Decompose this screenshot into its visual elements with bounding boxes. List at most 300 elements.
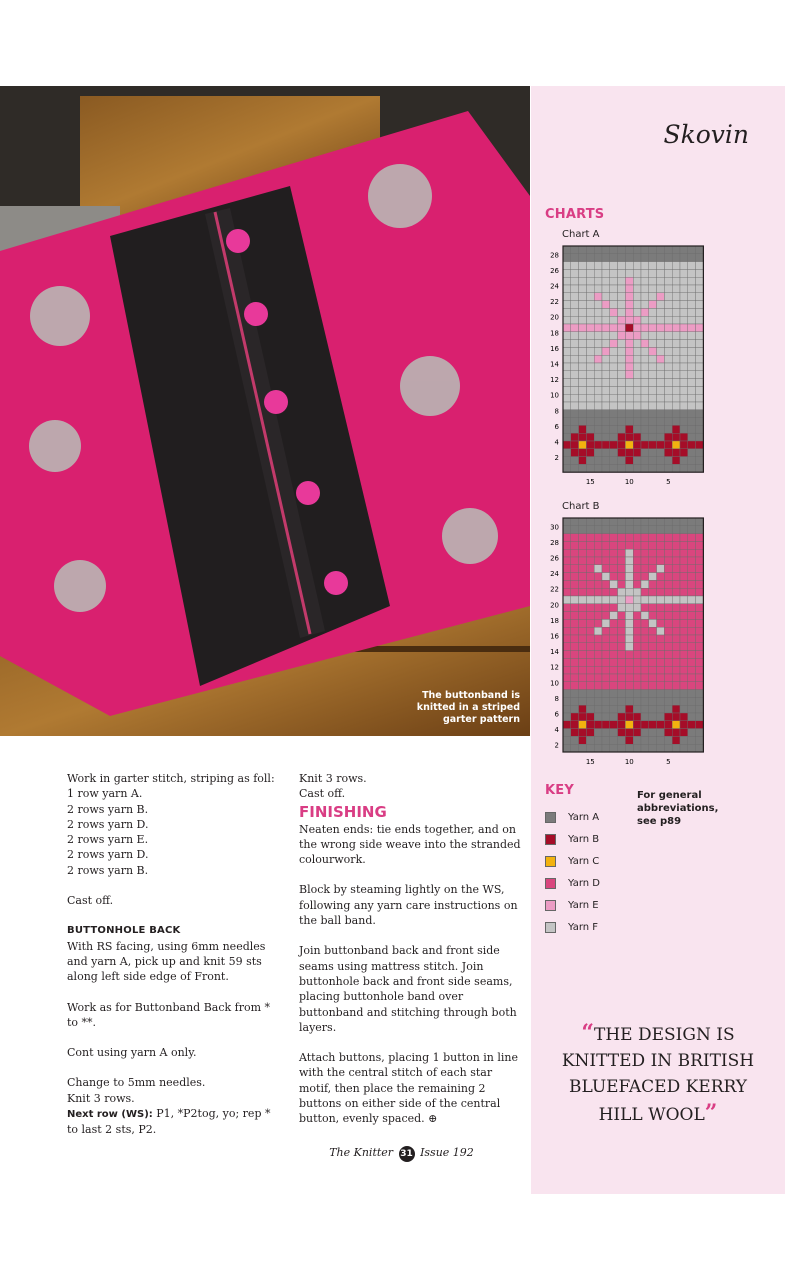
chart-cell <box>696 269 704 277</box>
chart-cell <box>579 449 587 457</box>
chart-cell <box>610 386 618 394</box>
chart-cell <box>571 301 579 309</box>
chart-cell <box>610 394 618 402</box>
chart-cell <box>579 308 587 316</box>
chart-cell <box>594 549 602 557</box>
chart-cell <box>610 596 618 604</box>
chart-cell <box>618 534 626 542</box>
page-footer <box>299 1146 504 1162</box>
key-item <box>545 872 600 894</box>
chart-cell <box>586 433 594 441</box>
chart-cell <box>586 557 594 565</box>
key-item <box>545 916 600 938</box>
chart-cell <box>649 308 657 316</box>
chart-cell <box>625 549 633 557</box>
chart-cell <box>563 449 571 457</box>
chart-cell <box>563 736 571 744</box>
chart-cell <box>696 690 704 698</box>
chart-cell <box>657 557 665 565</box>
chart-cell <box>586 580 594 588</box>
chart-cell <box>625 277 633 285</box>
chart-cell <box>657 285 665 293</box>
chart-cell <box>586 666 594 674</box>
chart-cell <box>579 635 587 643</box>
chart-cell <box>657 449 665 457</box>
chart-cell <box>633 549 641 557</box>
chart-cell <box>664 565 672 573</box>
chart-cell <box>657 573 665 581</box>
chart-cell <box>672 729 680 737</box>
chart-cell <box>641 635 649 643</box>
chart-cell <box>579 386 587 394</box>
chart-cell <box>688 277 696 285</box>
chart-cell <box>664 355 672 363</box>
chart-cell <box>610 635 618 643</box>
chart-cell <box>618 557 626 565</box>
chart-cell <box>571 394 579 402</box>
chart-cell <box>641 705 649 713</box>
chart-cell <box>602 596 610 604</box>
chart-cell <box>610 433 618 441</box>
chart-cell <box>633 643 641 651</box>
chart-cell <box>625 410 633 418</box>
chart-cell <box>625 643 633 651</box>
chart-cell <box>688 744 696 752</box>
chart-cell <box>633 340 641 348</box>
chart-cell <box>579 402 587 410</box>
chart-cell <box>680 418 688 426</box>
next-row-text <box>67 1106 282 1138</box>
chart-cell <box>602 557 610 565</box>
chart-cell <box>602 526 610 534</box>
chart-cell <box>696 402 704 410</box>
chart-cell <box>672 464 680 472</box>
chart-cell <box>571 277 579 285</box>
chart-cell <box>680 682 688 690</box>
chart-cell <box>664 713 672 721</box>
chart-cell <box>641 371 649 379</box>
chart-cell <box>680 573 688 581</box>
chart-cell <box>649 658 657 666</box>
chart-cell <box>641 457 649 465</box>
chart-cell <box>571 425 579 433</box>
chart-cell <box>563 355 571 363</box>
chart-cell <box>618 371 626 379</box>
chart-cell <box>618 612 626 620</box>
chart-cell <box>664 316 672 324</box>
chart-cell <box>641 394 649 402</box>
chart-cell <box>625 526 633 534</box>
chart-cell <box>657 627 665 635</box>
chart-cell <box>563 627 571 635</box>
next-row-instruction: P1, *P2tog, yo; rep * to last 2 sts, P2. <box>67 1107 271 1137</box>
chart-cell <box>586 588 594 596</box>
chart-cell <box>571 363 579 371</box>
chart-cell <box>579 457 587 465</box>
chart-cell <box>602 627 610 635</box>
y-tick-label: 10 <box>550 679 559 688</box>
chart-cell <box>594 635 602 643</box>
key-item <box>545 850 600 872</box>
chart-cell <box>641 565 649 573</box>
chart-cell <box>688 635 696 643</box>
chart-cell <box>641 410 649 418</box>
chart-cell <box>664 736 672 744</box>
chart-cell <box>633 316 641 324</box>
chart-cell <box>571 262 579 270</box>
chart-cell <box>586 425 594 433</box>
chart-cell <box>633 433 641 441</box>
chart-cell <box>641 697 649 705</box>
chart-cell <box>696 705 704 713</box>
chart-cell <box>571 705 579 713</box>
chart-cell <box>586 293 594 301</box>
chart-cell <box>672 285 680 293</box>
chart-cell <box>664 651 672 659</box>
chart-cell <box>664 457 672 465</box>
chart-cell <box>579 651 587 659</box>
chart-cell <box>664 246 672 254</box>
chart-cell <box>610 441 618 449</box>
chart-cell <box>633 464 641 472</box>
chart-cell <box>696 697 704 705</box>
chart-cell <box>586 690 594 698</box>
chart-cell <box>571 604 579 612</box>
chart-cell <box>625 713 633 721</box>
chart-cell <box>657 371 665 379</box>
chart-cell <box>641 277 649 285</box>
chart-cell <box>579 573 587 581</box>
chart-cell <box>641 254 649 262</box>
chart-cell <box>586 549 594 557</box>
chart-cell <box>641 557 649 565</box>
yarn-f-swatch <box>545 922 556 933</box>
chart-cell <box>571 674 579 682</box>
chart-cell <box>680 705 688 713</box>
chart-cell <box>571 658 579 666</box>
chart-cell <box>594 534 602 542</box>
chart-cell <box>586 573 594 581</box>
chart-cell <box>571 557 579 565</box>
chart-cell <box>664 425 672 433</box>
chart-cell <box>680 332 688 340</box>
chart-cell <box>594 363 602 371</box>
chart-cell <box>672 394 680 402</box>
chart-cell <box>571 324 579 332</box>
chart-cell <box>688 697 696 705</box>
chart-cell <box>618 418 626 426</box>
chart-cell <box>563 565 571 573</box>
y-tick-label: 30 <box>550 523 559 532</box>
chart-cell <box>649 557 657 565</box>
chart-cell <box>625 682 633 690</box>
chart-cell <box>618 363 626 371</box>
chart-cell <box>579 293 587 301</box>
chart-cell <box>649 518 657 526</box>
cushion-illustration <box>0 86 530 736</box>
chart-cell <box>602 277 610 285</box>
chart-cell <box>688 418 696 426</box>
chart-cell <box>579 301 587 309</box>
chart-cell <box>571 619 579 627</box>
chart-cell <box>633 690 641 698</box>
chart-cell <box>618 340 626 348</box>
chart-cell <box>641 363 649 371</box>
chart-cell <box>563 316 571 324</box>
chart-cell <box>680 457 688 465</box>
chart-cell <box>625 402 633 410</box>
chart-cell <box>696 285 704 293</box>
chart-cell <box>672 316 680 324</box>
chart-cell <box>649 433 657 441</box>
chart-cell <box>696 518 704 526</box>
chart-cell <box>641 643 649 651</box>
chart-cell <box>696 541 704 549</box>
chart-cell <box>563 666 571 674</box>
chart-cell <box>649 254 657 262</box>
chart-cell <box>641 573 649 581</box>
chart-cell <box>688 736 696 744</box>
x-tick-label: 15 <box>585 758 595 766</box>
chart-cell <box>571 651 579 659</box>
chart-cell <box>618 324 626 332</box>
chart-cell <box>633 541 641 549</box>
chart-cell <box>594 285 602 293</box>
chart-cell <box>586 254 594 262</box>
chart-cell <box>657 418 665 426</box>
chart-cell <box>680 379 688 387</box>
chart-cell <box>696 573 704 581</box>
chart-cell <box>625 612 633 620</box>
chart-cell <box>696 386 704 394</box>
finishing-para-text: Attach buttons, placing 1 button in line with the central stitch of each star motif, then place the remaining 2 buttons on either side of the central button, evenly spaced. <box>299 1051 519 1126</box>
chart-cell <box>618 526 626 534</box>
chart-cell <box>586 697 594 705</box>
chart-cell <box>641 534 649 542</box>
chart-cell <box>688 666 696 674</box>
chart-cell <box>618 744 626 752</box>
chart-cell <box>586 658 594 666</box>
chart-cell <box>610 744 618 752</box>
chart-cell <box>571 340 579 348</box>
chart-cell <box>688 379 696 387</box>
chart-cell <box>680 402 688 410</box>
y-tick-label: 16 <box>550 344 559 353</box>
chart-cell <box>649 394 657 402</box>
chart-cell <box>602 246 610 254</box>
chart-cell <box>657 293 665 301</box>
chart-cell <box>633 363 641 371</box>
chart-cell <box>657 301 665 309</box>
chart-cell <box>579 604 587 612</box>
yarn-b-swatch <box>545 834 556 845</box>
chart-cell <box>680 449 688 457</box>
chart-cell <box>672 441 680 449</box>
chart-cell <box>641 580 649 588</box>
chart-cell <box>579 355 587 363</box>
chart-cell <box>618 713 626 721</box>
chart-cell <box>563 457 571 465</box>
yarn-c-swatch <box>545 856 556 867</box>
chart-cell <box>594 729 602 737</box>
chart-cell <box>696 418 704 426</box>
chart-cell <box>688 386 696 394</box>
y-tick-label: 2 <box>554 454 559 463</box>
chart-cell <box>633 457 641 465</box>
chart-cell <box>680 612 688 620</box>
chart-cell <box>688 580 696 588</box>
chart-cell <box>649 464 657 472</box>
chart-cell <box>633 371 641 379</box>
chart-cell <box>594 457 602 465</box>
chart-cell <box>633 269 641 277</box>
chart-cell <box>641 721 649 729</box>
chart-cell <box>563 596 571 604</box>
chart-cell <box>672 619 680 627</box>
chart-cell <box>688 721 696 729</box>
text-column-1 <box>67 771 282 1138</box>
chart-cell <box>696 736 704 744</box>
chart-cell <box>602 690 610 698</box>
chart-cell <box>633 604 641 612</box>
chart-cell <box>571 355 579 363</box>
chart-cell <box>571 713 579 721</box>
chart-cell <box>594 433 602 441</box>
chart-cell <box>633 619 641 627</box>
chart-cell <box>602 729 610 737</box>
chart-cell <box>680 324 688 332</box>
chart-cell <box>625 619 633 627</box>
chart-cell <box>633 557 641 565</box>
chart-cell <box>649 744 657 752</box>
chart-cell <box>649 604 657 612</box>
chart-cell <box>649 596 657 604</box>
chart-cell <box>586 301 594 309</box>
pull-quote-text: THE DESIGN IS KNITTED IN BRITISH BLUEFACED KERRY HILL WOOL <box>561 1025 755 1125</box>
chart-cell <box>672 627 680 635</box>
chart-cell <box>641 729 649 737</box>
chart-cell <box>649 565 657 573</box>
chart-cell <box>688 596 696 604</box>
chart-cell <box>696 565 704 573</box>
chart-cell <box>563 534 571 542</box>
chart-cell <box>586 705 594 713</box>
chart-cell <box>641 402 649 410</box>
chart-cell <box>602 308 610 316</box>
chart-cell <box>672 705 680 713</box>
chart-cell <box>649 262 657 270</box>
text-column-2 <box>299 771 521 1127</box>
y-tick-label: 14 <box>550 648 559 657</box>
chart-cell <box>633 308 641 316</box>
chart-cell <box>688 573 696 581</box>
chart-cell <box>618 457 626 465</box>
chart-cell <box>563 744 571 752</box>
chart-cell <box>563 518 571 526</box>
chart-cell <box>586 262 594 270</box>
chart-cell <box>649 612 657 620</box>
chart-cell <box>618 674 626 682</box>
chart-cell <box>680 347 688 355</box>
chart-cell <box>649 301 657 309</box>
chart-cell <box>579 410 587 418</box>
chart-cell <box>664 394 672 402</box>
chart-cell <box>625 729 633 737</box>
cast-off-text: Cast off. <box>67 894 114 908</box>
chart-cell <box>633 262 641 270</box>
chart-cell <box>688 619 696 627</box>
chart-cell <box>579 418 587 426</box>
chart-cell <box>649 697 657 705</box>
chart-cell <box>618 449 626 457</box>
chart-cell <box>680 736 688 744</box>
chart-cell <box>586 721 594 729</box>
chart-cell <box>586 371 594 379</box>
chart-cell <box>625 379 633 387</box>
chart-cell <box>610 355 618 363</box>
chart-cell <box>672 604 680 612</box>
chart-cell <box>571 627 579 635</box>
chart-cell <box>571 565 579 573</box>
chart-cell <box>649 619 657 627</box>
chart-cell <box>696 651 704 659</box>
chart-cell <box>625 347 633 355</box>
chart-cell <box>672 596 680 604</box>
chart-cell <box>610 627 618 635</box>
chart-cell <box>618 635 626 643</box>
chart-cell <box>664 658 672 666</box>
chart-cell <box>696 324 704 332</box>
chart-cell <box>586 441 594 449</box>
chart-cell <box>664 402 672 410</box>
chart-cell <box>696 627 704 635</box>
chart-cell <box>563 308 571 316</box>
chart-cell <box>664 449 672 457</box>
chart-cell <box>672 635 680 643</box>
chart-cell <box>563 340 571 348</box>
chart-cell <box>664 549 672 557</box>
chart-cell <box>625 736 633 744</box>
chart-cell <box>594 269 602 277</box>
chart-cell <box>696 441 704 449</box>
chart-cell <box>696 682 704 690</box>
chart-cell <box>649 285 657 293</box>
chart-cell <box>672 347 680 355</box>
chart-cell <box>602 254 610 262</box>
chart-cell <box>594 713 602 721</box>
chart-cell <box>563 433 571 441</box>
chart-cell <box>641 316 649 324</box>
chart-cell <box>571 744 579 752</box>
chart-cell <box>633 612 641 620</box>
chart-cell <box>641 355 649 363</box>
chart-cell <box>649 682 657 690</box>
chart-cell <box>586 386 594 394</box>
chart-cell <box>649 246 657 254</box>
chart-cell <box>563 394 571 402</box>
chart-cell <box>672 246 680 254</box>
chart-cell <box>680 580 688 588</box>
chart-cell <box>641 588 649 596</box>
chart-cell <box>641 418 649 426</box>
chart-cell <box>563 674 571 682</box>
chart-cell <box>618 736 626 744</box>
chart-cell <box>664 418 672 426</box>
key-item <box>545 894 600 916</box>
chart-cell <box>657 697 665 705</box>
chart-cell <box>602 651 610 659</box>
chart-cell <box>579 596 587 604</box>
